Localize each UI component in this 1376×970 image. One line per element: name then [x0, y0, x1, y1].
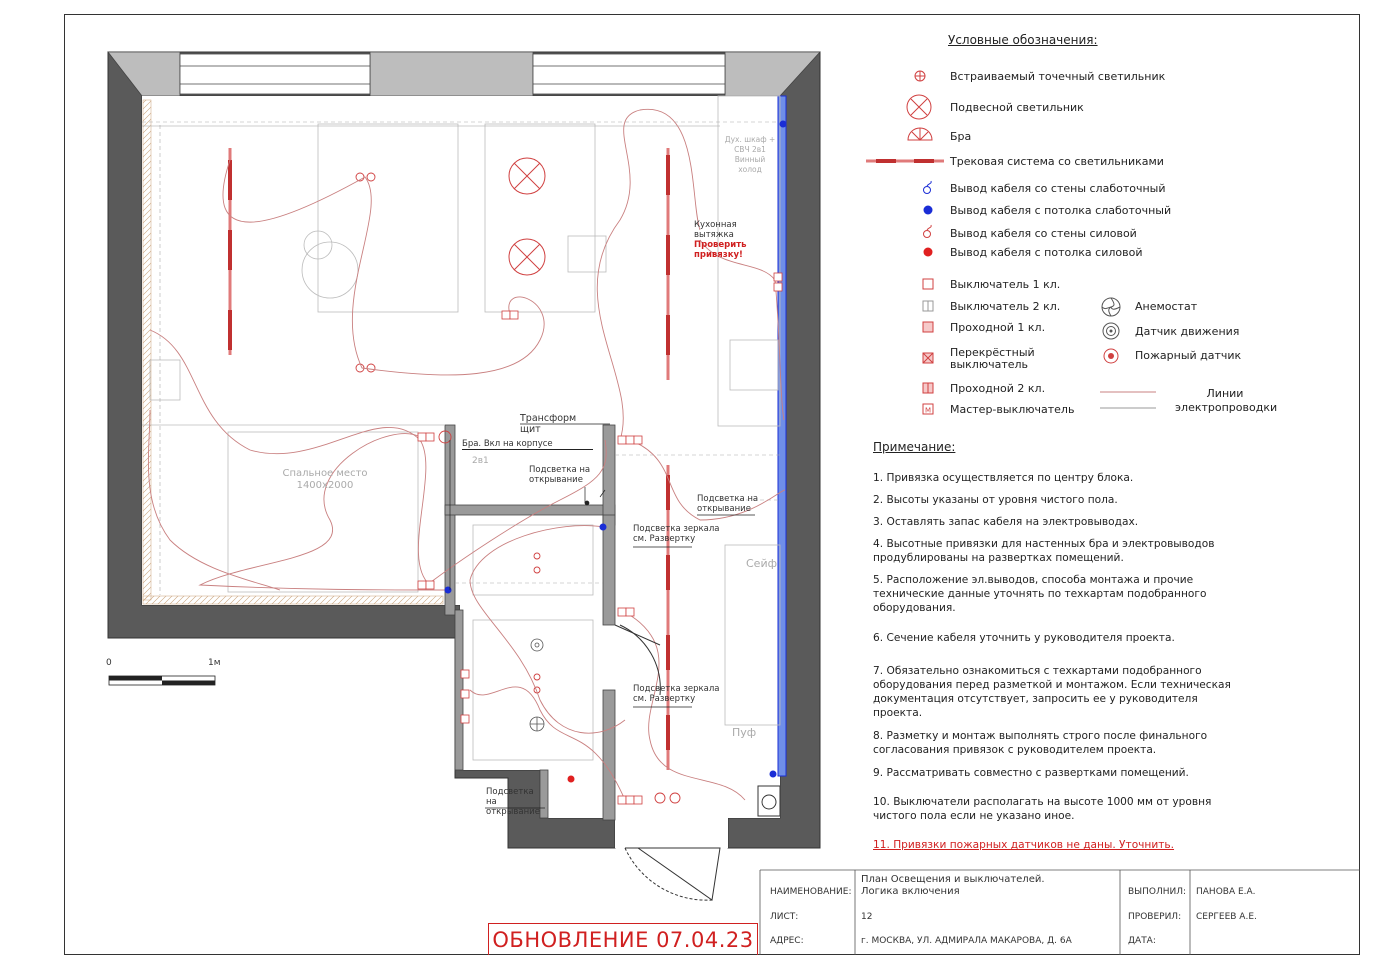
pass-switch-2-icon [922, 382, 934, 394]
note-item: 8. Разметку и монтаж выполнять строго после финального согласования привязок с руководителем проекта. [873, 730, 1208, 756]
legend-item: Проходной 2 кл. [950, 382, 1046, 395]
legend-item: Вывод кабеля со стены силовой [950, 227, 1137, 240]
legend-item: Вывод кабеля с потолка силовой [950, 246, 1143, 259]
sheet-label: ЛИСТ: [770, 912, 799, 922]
power-output-ceiling [568, 776, 575, 783]
address-label: АДРЕС: [770, 936, 804, 946]
pass-switch-1-icon [922, 321, 934, 333]
wall-power-icon [920, 224, 934, 240]
legend-item: Датчик движения [1135, 325, 1240, 338]
label-transformer-2: щит [520, 424, 541, 435]
pendant-light-icon [904, 92, 934, 122]
sheet-value: 12 [861, 912, 873, 922]
legend-item: Подвесной светильник [950, 101, 1084, 114]
checked-label: ПРОВЕРИЛ: [1128, 912, 1182, 922]
label-bed: Спальное место 1400х2000 [282, 468, 368, 491]
name-label: НАИМЕНОВАНИЕ: [770, 887, 852, 897]
legend-item: Перекрёстный выключатель [950, 346, 1035, 371]
note-item: 9. Рассматривать совместно с развертками помещений. [873, 767, 1189, 779]
label-backlight-open-3: Подсветка на открывание [486, 787, 540, 817]
label-hood-2: вытяжка [694, 230, 734, 240]
date-label: ДАТА: [1128, 936, 1156, 946]
legend-item: Вывод кабеля с потолка слаботочный [950, 204, 1172, 217]
scale-bar [109, 676, 215, 685]
legend-item: Проходной 1 кл. [950, 321, 1046, 334]
spot-light-icon [910, 66, 930, 86]
wiring-lines-icon [1100, 386, 1160, 416]
legend-item: Мастер-выключатель [950, 403, 1075, 416]
legend-item: Выключатель 2 кл. [950, 300, 1061, 313]
label-mirror-1: Подсветка зеркала см. Развертку [633, 524, 720, 544]
fire-sensor-icon [1100, 345, 1122, 367]
anemostat-icon [1100, 296, 1122, 318]
note-item: 2. Высоты указаны от уровня чистого пола. [873, 494, 1118, 506]
label-backlight-open-2: Подсветка на открывание [697, 494, 759, 514]
label-2v1: 2в1 [472, 456, 489, 466]
label-wardrobe: Дух. шкаф + СВЧ 2в1 Винный холод [724, 135, 776, 174]
scale-1m: 1м [208, 658, 221, 668]
note-item: 4. Высотные привязки для настенных бра и электровыводов продублированы на развертках помещений. [873, 538, 1215, 564]
label-transformer-1: Трансформ [520, 413, 577, 424]
checked-value: СЕРГЕЕВ А.Е. [1196, 912, 1257, 922]
legend-item: Анемостат [1135, 300, 1198, 313]
label-backlight-open-1: Подсветка на открывание [529, 465, 591, 485]
done-label: ВЫПОЛНИЛ: [1128, 887, 1187, 897]
name-value-1: План Освещения и выключателей. [861, 874, 1045, 885]
note-item-warning: 11. Привязки пожарных датчиков не даны. Уточнить. [873, 839, 1175, 851]
label-mirror-2: Подсветка зеркала см. Развертку [633, 684, 720, 704]
master-switch-icon [922, 403, 934, 415]
switch-1-icon [922, 278, 934, 290]
label-hood-check-1: Проверить [694, 240, 747, 250]
motion-sensor-icon [1100, 320, 1122, 342]
sconce-icon [906, 124, 934, 142]
ceiling-low-current-icon [922, 204, 934, 216]
legend-item: Бра [950, 130, 972, 143]
scale-zero: 0 [106, 658, 112, 668]
ceiling-power-icon [922, 246, 934, 258]
legend-item: Вывод кабеля со стены слаботочный [950, 182, 1166, 195]
note-item: 5. Расположение эл.выводов, способа монтажа и прочие технические данные уточнять по техкартам подобранного оборудования. [873, 574, 1207, 614]
notes-title: Примечание: [873, 440, 956, 454]
note-item: 1. Привязка осуществляется по центру блока. [873, 472, 1134, 484]
cross-switch-icon [922, 352, 934, 364]
legend-title: Условные обозначения: [948, 33, 1098, 47]
label-pouf: Пуф [732, 726, 757, 739]
update-stamp: ОБНОВЛЕНИЕ 07.04.23 [488, 923, 758, 955]
note-item: 10. Выключатели располагать на высоте 1000 мм от уровня чистого пола если не указано иное. [873, 796, 1212, 822]
track-system-icon [866, 156, 944, 166]
legend-item: Линии электропроводки [1175, 387, 1278, 414]
note-item: 7. Обязательно ознакомиться с техкартами подобранного оборудования перед разметкой и монтажом. Если техническая документация отсутствует, запросить ее у руководителя проекта. [873, 665, 1231, 719]
legend-item: Выключатель 1 кл. [950, 278, 1061, 291]
label-hood-1: Кухонная [694, 220, 737, 230]
note-item: 3. Оставлять запас кабеля на электровыводах. [873, 516, 1139, 528]
wall-low-current-icon [920, 180, 934, 196]
legend-item: Встраиваемый точечный светильник [950, 70, 1166, 83]
label-safe: Сейф [746, 557, 778, 570]
done-value: ПАНОВА Е.А. [1196, 887, 1256, 897]
legend-item: Трековая система со светильниками [950, 155, 1164, 168]
label-sconce: Бра. Вкл на корпусе [462, 439, 593, 450]
switch-2-icon [922, 300, 934, 312]
label-hood-check-2: привязку! [694, 250, 743, 260]
address-value: г. МОСКВА, УЛ. АДМИРАЛА МАКАРОВА, Д. 6А [861, 936, 1072, 946]
svg-text:M: M [925, 406, 932, 415]
name-value-2: Логика включения [861, 886, 960, 897]
legend-item: Пожарный датчик [1135, 349, 1242, 362]
note-item: 6. Сечение кабеля уточнить у руководителя проекта. [873, 632, 1175, 644]
